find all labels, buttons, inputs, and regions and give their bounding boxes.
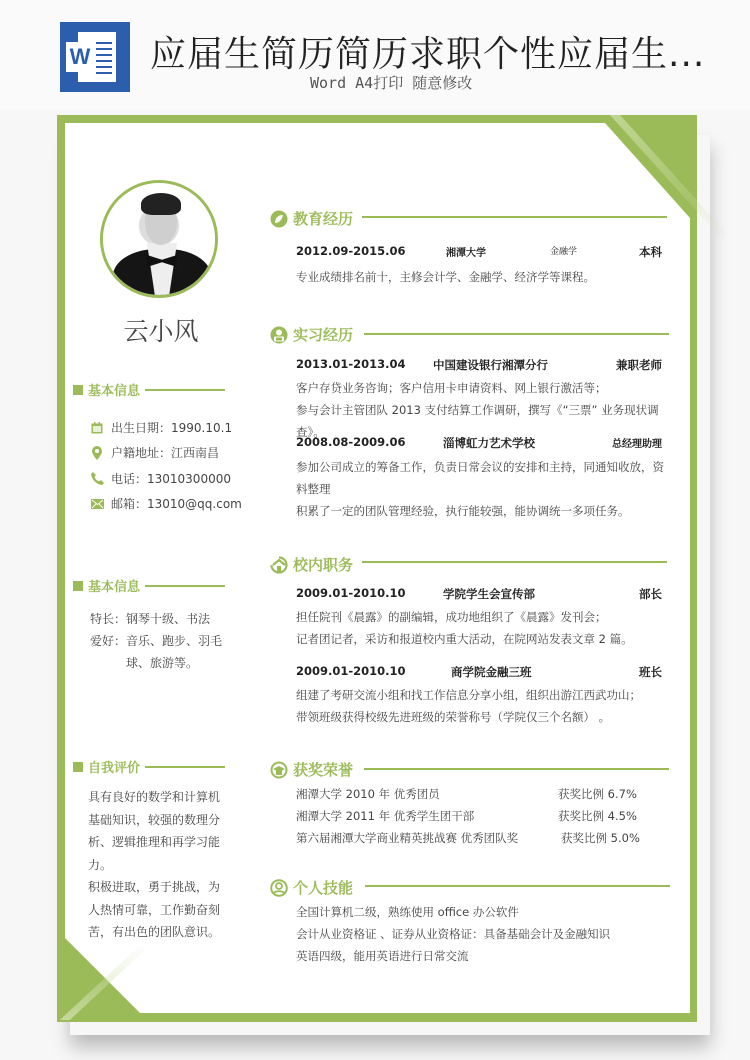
section-basic-info-title: 基本信息 (73, 380, 225, 399)
leaf-icon (270, 210, 288, 228)
specialty-text: 特长：钢琴十级、书法 (90, 612, 211, 626)
section-internship-title: 实习经历 (270, 324, 353, 345)
internship-entry-desc: 客户存贷业务咨询；客户信用卡申请资料、网上银行激活等； 参与会计主管团队 2013 支付结算工作调研，撰写《“三票” 业务现状调查》。 (296, 381, 659, 439)
hobby-text-line2: 球、旅游等。 (126, 656, 199, 670)
user-computer-icon (270, 326, 288, 344)
campus-entry-desc: 担任院刊《晨露》的副编辑，成功地组织了《晨露》发刊会； 记者团记者，采访和报道校内重大活动，在院网站发表文章 2 篇。 (296, 610, 633, 646)
section-education-title: 教育经历 (270, 208, 353, 229)
self-eval-text: 具有良好的数学和计算机基础知识，较强的数理分析、逻辑推理和再学习能力。 积极进取，勇于挑战，为人热情可靠，工作勤奋刻苦，有出色的团队意识。 (88, 790, 221, 939)
info-email: 邮箱：13010@qq.com (90, 495, 242, 512)
phone-icon (90, 472, 104, 486)
person-icon (270, 879, 288, 897)
header-banner (0, 0, 750, 110)
square-bullet-icon (73, 581, 83, 591)
section-divider (364, 333, 669, 335)
word-document-icon: W (60, 22, 130, 92)
graduation-cap-icon (270, 761, 288, 779)
skills-list: 全国计算机二级，熟练使用 office 办公软件 会计从业资格证 、证券从业资格证：具备基础会计及金融知识 英语四级，能用英语进行日常交流 (296, 905, 611, 963)
square-bullet-icon (73, 762, 83, 772)
calendar-icon (90, 421, 104, 435)
info-birthdate: 出生日期：1990.10.1 (90, 419, 232, 436)
section-campus-title: 校内职务 (270, 554, 353, 575)
internship-entry-desc: 参加公司成立的筹备工作，负责日常会议的安排和主持，同通知收放，资料整理 积累了一定的团队管理经验，执行能较强，能协调统一多项任务。 (296, 460, 664, 518)
section-hobbies-title: 基本信息 (73, 576, 225, 595)
section-self-eval-title: 自我评价 (73, 757, 225, 776)
education-entry-desc: 专业成绩排名前十，主修会计学、金融学、经济学等课程。 (296, 270, 595, 284)
avatar (100, 180, 218, 298)
candidate-name: 云小风 (123, 317, 199, 346)
section-divider (362, 561, 667, 563)
section-awards-title: 获奖荣誉 (270, 759, 353, 780)
document-subtitle: Word A4打印 随意修改 (310, 74, 473, 92)
location-pin-icon (90, 446, 104, 460)
section-divider (365, 885, 670, 887)
hobby-text-line1: 爱好：音乐、跑步、羽毛 (90, 634, 223, 648)
envelope-icon (90, 497, 104, 511)
info-phone: 电话：13010300000 (90, 470, 231, 487)
info-hometown: 户籍地址：江西南昌 (90, 444, 219, 461)
square-bullet-icon (73, 385, 83, 395)
section-skills-title: 个人技能 (270, 877, 353, 898)
section-divider (364, 768, 669, 770)
home-icon (270, 556, 288, 574)
section-divider (362, 216, 667, 218)
campus-entry-desc: 组建了考研交流小组和找工作信息分享小组，组织出游江西武功山； 带领班级获得校级先进班级的荣誉称号（学院仅三个名额） 。 (296, 688, 641, 724)
document-title: 应届生简历简历求职个性应届生... (150, 34, 706, 75)
